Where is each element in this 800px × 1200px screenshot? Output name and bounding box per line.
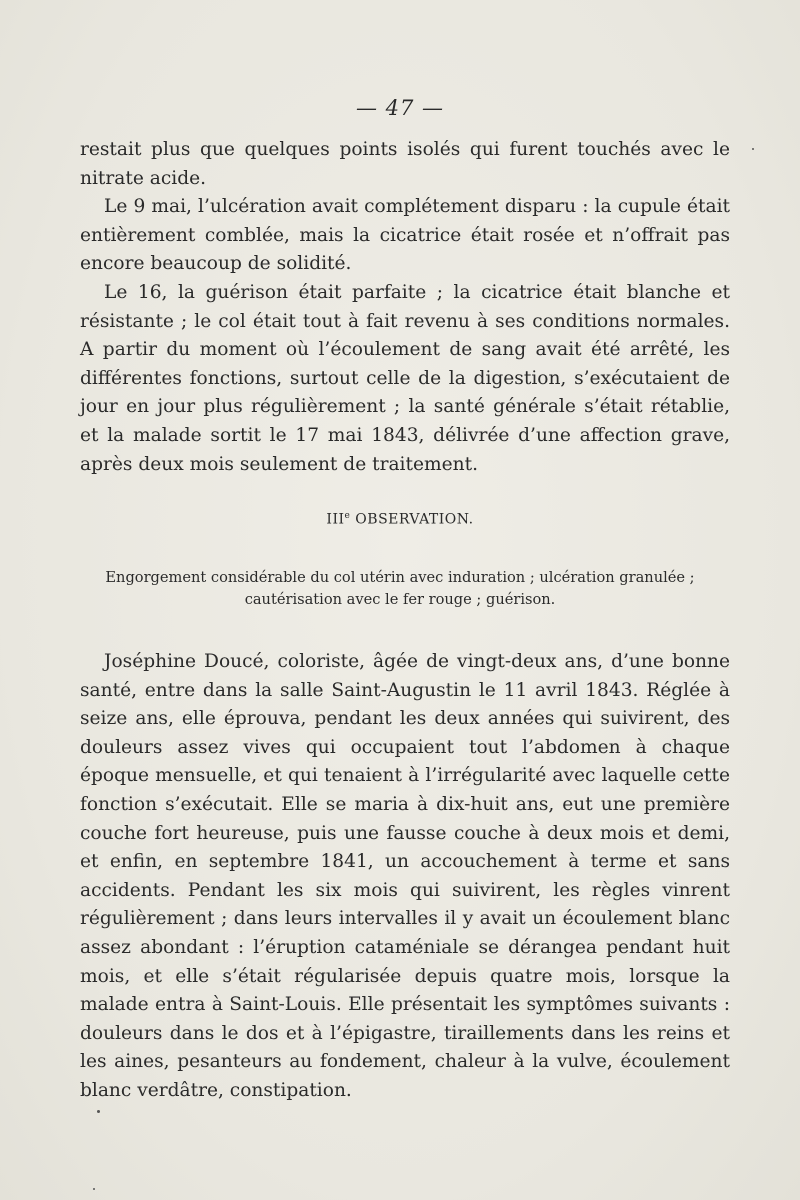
paragraph-case-history: Joséphine Doucé, coloriste, âgée de vingt-deux ans, d’une bonne santé, entre dans la salle Saint-Augustin le 11 avril 1843. Réglée à seize ans, elle éprouva, pendant les deux années qui suivirent, des douleurs assez vives qui occupaient tout l’abdomen à chaque époque mensuelle, et qui tenaient à l’irrégularité avec laquelle cette fonction s’exécutait. Elle se maria à dix-huit ans, eut une première couche fort heureuse, puis une fausse couche à deux mois et demi, et enfin, en septembre 1841, un accouchement à terme et sans accidents. Pendant les six mois qui suivirent, les règles vinrent régulièrement ; dans leurs intervalles il y avait un écoulement blanc assez abondant : l’éruption cataméniale se dérangea pendant huit mois, et elle s’était régularisée depuis quatre mois, lorsque la malade entra à Saint-Louis. Elle présentait les symptômes suivants : douleurs dans le dos et à l’épigastre, tiraillements dans les reins et les aines, pesanteurs au fondement, chaleur à la vulve, écoulement blanc verdâtre, constipation. [80,651,730,1101]
observation-numeral: III [326,511,345,528]
paper-speck [93,1188,95,1190]
page-number: — 47 — [355,96,445,120]
observation-summary: Engorgement considérable du col utérin avec induration ; ulcération granulée ; cautérisation avec le fer rouge ; guérison. [105,569,695,608]
paragraph-continuation: restait plus que quelques points isolés qui furent touchés avec le nitrate acide. [80,139,730,189]
paragraph-may-16: Le 16, la guérison était parfaite ; la cicatrice était blanche et résistante ; le col était tout à fait revenu à ses conditions normales. A partir du moment où l’écoulement de sang avait été arrêté, les différentes fonctions, surtout celle de la digestion, s’exécutaient de jour en jour plus régulièrement ; la santé générale s’était rétablie, et la malade sortit le 17 mai 1843, délivrée d’une affection grave, après deux mois seulement de traitement. [80,281,730,475]
text-block-bottom [80,648,730,1106]
paragraph-may-9: Le 9 mai, l’ulcération avait complétement disparu : la cupule était entièrement comblée, mais la cicatrice était rosée et n’offrait pas encore beaucoup de solidité. [80,196,730,275]
observation-label: OBSERVATION. [355,511,474,528]
paper-speck [752,148,754,150]
observation-superscript: e [344,511,351,521]
text-block-top [80,136,730,479]
paper-speck [97,1110,100,1113]
observation-heading [0,511,800,528]
